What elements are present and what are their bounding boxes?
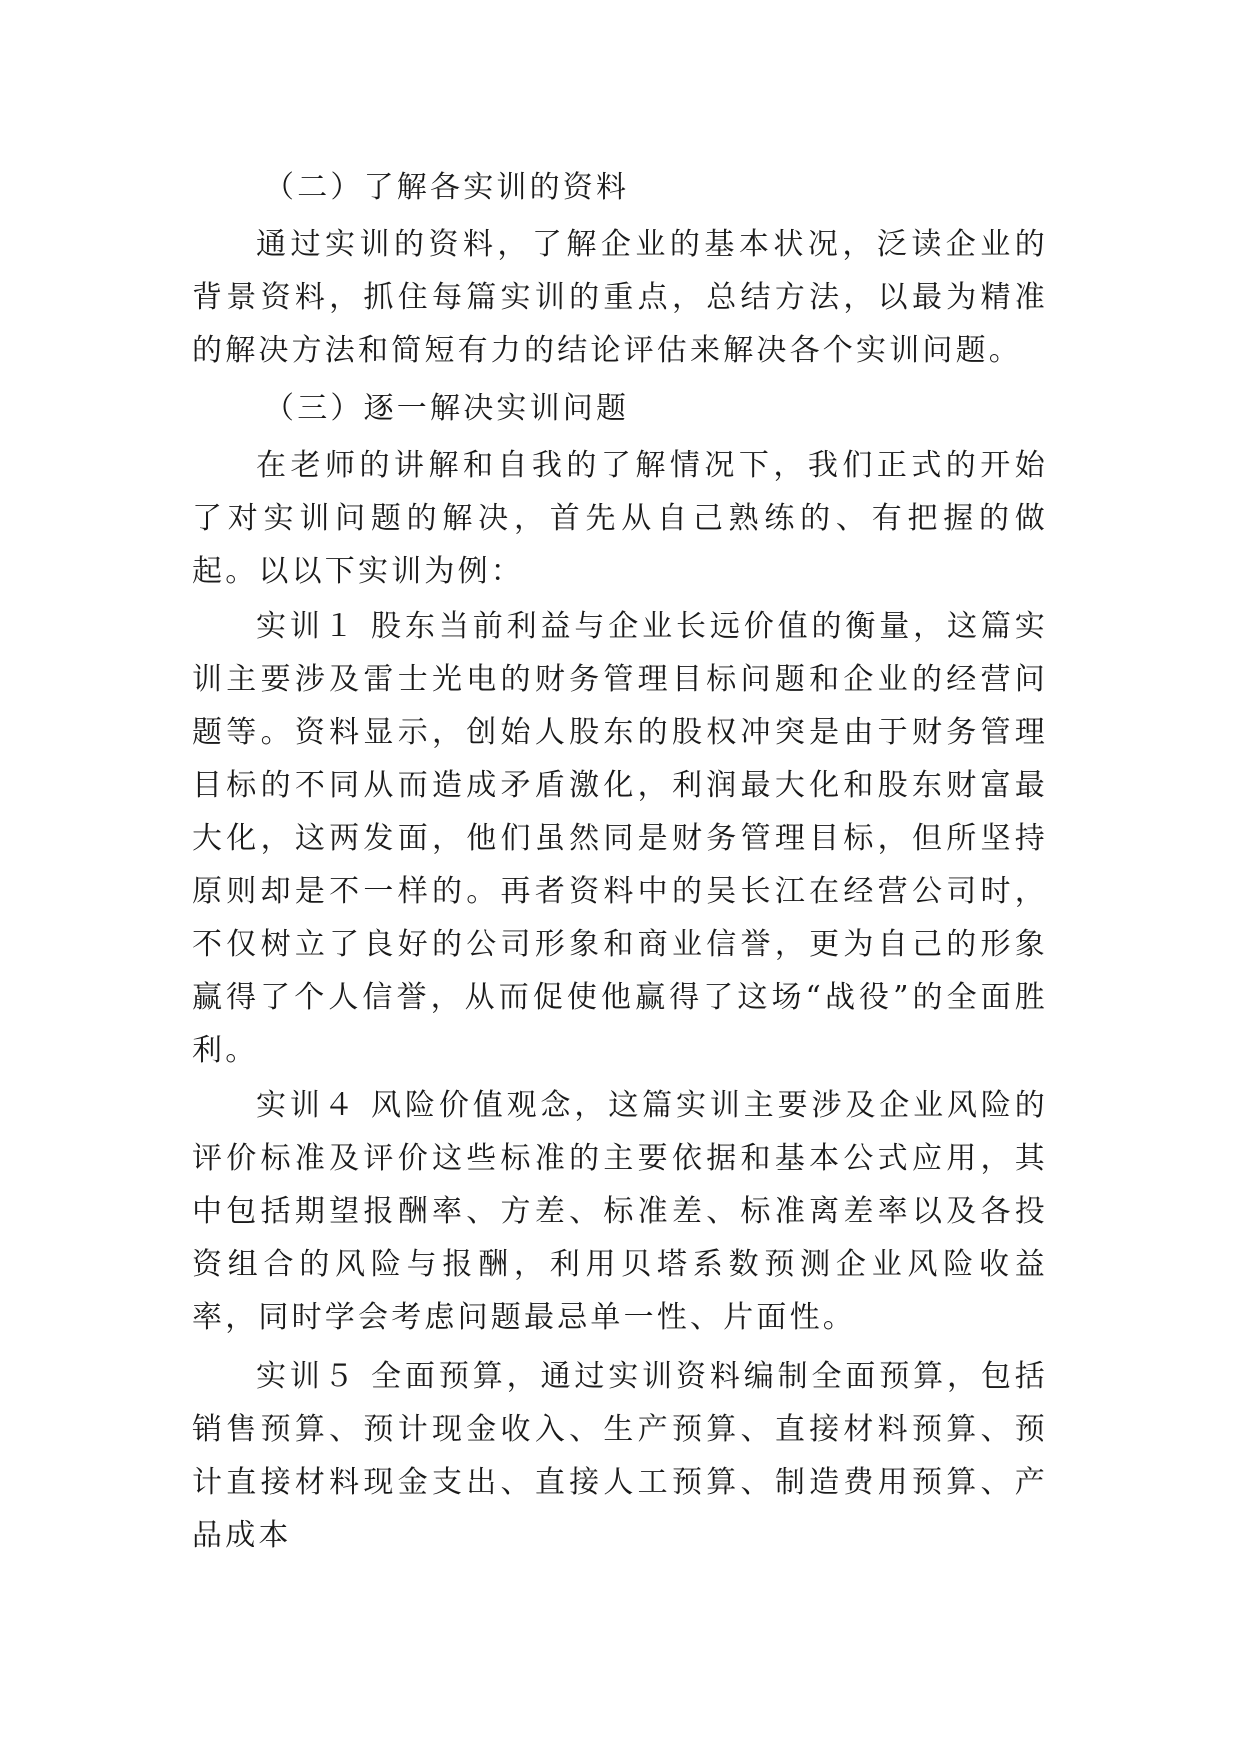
- document-body: [192, 158, 1048, 1562]
- section-heading-2: （二）了解各实训的资料: [264, 170, 630, 205]
- paragraph-1: 通过实训的资料，了解企业的基本状况，泛读企业的背景资料，抓住每篇实训的重点，总结方法，以最为精准的解决方法和简短有力的结论评估来解决各个实训问题。: [192, 227, 1048, 368]
- paragraph-training-4: 实训４ 风险价值观念，这篇实训主要涉及企业风险的评价标准及评价这些标准的主要依据和基本公式应用，其中包括期望报酬率、方差、标准差、标准离差率以及各投资组合的风险与报酬，利用贝塔系数预测企业风险收益率，同时学会考虑问题最忌单一性、片面性。: [192, 1088, 1048, 1335]
- paragraph-training-1: 实训１ 股东当前利益与企业长远价值的衡量，这篇实训主要涉及雷士光电的财务管理目标问题和企业的经营问题等。资料显示，创始人股东的股权冲突是由于财务管理目标的不同从而造成矛盾激化，利润最大化和股东财富最大化，这两发面，他们虽然同是财务管理目标，但所坚持原则却是不一样的。再者资料中的吴长江在经营公司时，不仅树立了良好的公司形象和商业信誉，更为自己的形象赢得了个人信誉，从而促使他赢得了这场“战役”的全面胜利。: [192, 609, 1048, 1068]
- paragraph-training-5: 实训５ 全面预算，通过实训资料编制全面预算，包括销售预算、预计现金收入、生产预算、直接材料预算、预计直接材料现金支出、直接人工预算、制造费用预算、产品成本: [192, 1359, 1048, 1553]
- section-heading-3: （三）逐一解决实训问题: [264, 391, 630, 426]
- paragraph-2: 在老师的讲解和自我的了解情况下，我们正式的开始了对实训问题的解决，首先从自己熟练的、有把握的做起。以以下实训为例：: [192, 448, 1048, 589]
